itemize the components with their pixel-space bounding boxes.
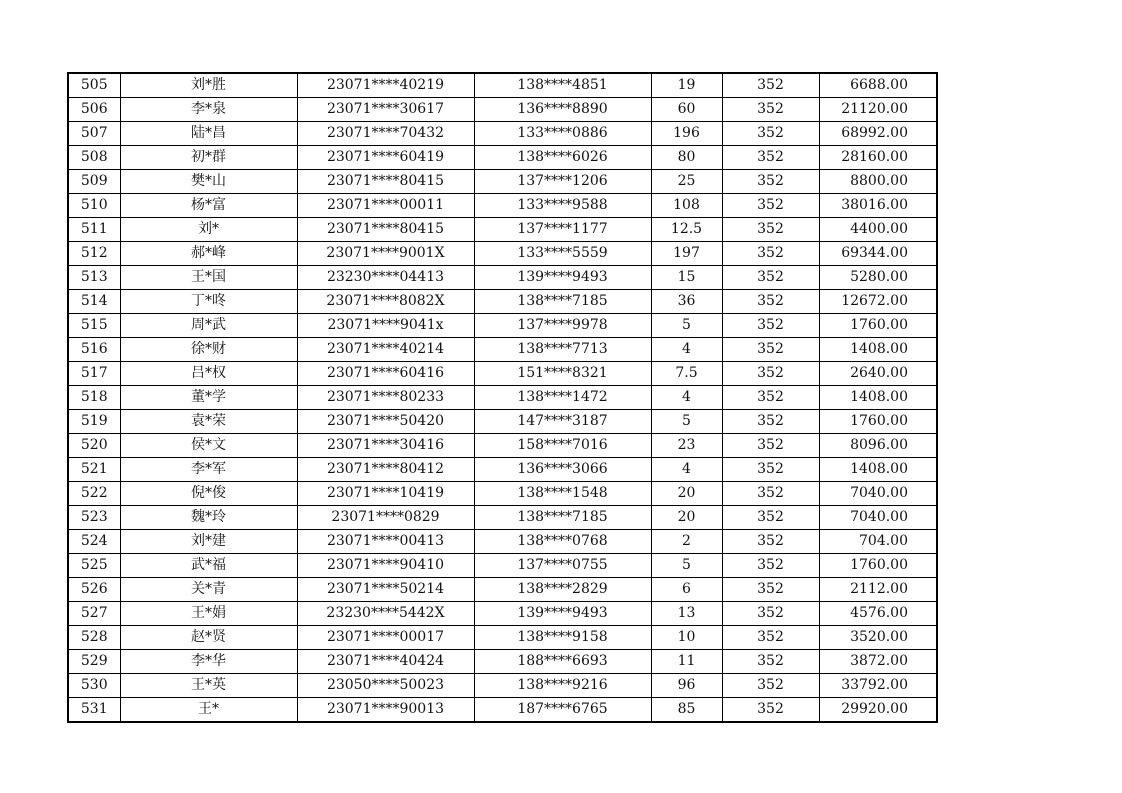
row-number-cell: 510: [68, 194, 120, 218]
name-cell: 刘*胜: [120, 73, 297, 98]
row-number-cell: 527: [68, 602, 120, 626]
amount-cell: 29920.00: [819, 698, 937, 723]
table-row: [68, 73, 937, 98]
row-number-cell: 525: [68, 554, 120, 578]
id-number-cell: 23071****90013: [297, 698, 474, 723]
id-number-cell: 23071****0829: [297, 506, 474, 530]
rate-cell: 352: [722, 458, 819, 482]
row-number-cell: 508: [68, 146, 120, 170]
quantity-cell: 197: [651, 242, 722, 266]
data-table: [67, 72, 938, 723]
row-number-cell: 531: [68, 698, 120, 723]
name-cell: 刘*: [120, 218, 297, 242]
quantity-cell: 15: [651, 266, 722, 290]
phone-cell: 138****9158: [474, 626, 651, 650]
phone-cell: 139****9493: [474, 602, 651, 626]
id-number-cell: 23071****00017: [297, 626, 474, 650]
rate-cell: 352: [722, 698, 819, 723]
rate-cell: 352: [722, 98, 819, 122]
table-row: [68, 554, 937, 578]
id-number-cell: 23071****40219: [297, 73, 474, 98]
name-cell: 董*学: [120, 386, 297, 410]
name-cell: 丁*咚: [120, 290, 297, 314]
row-number-cell: 509: [68, 170, 120, 194]
rate-cell: 352: [722, 146, 819, 170]
id-number-cell: 23071****9041x: [297, 314, 474, 338]
id-number-cell: 23071****70432: [297, 122, 474, 146]
rate-cell: 352: [722, 506, 819, 530]
phone-cell: 137****0755: [474, 554, 651, 578]
name-cell: 王*英: [120, 674, 297, 698]
id-number-cell: 23071****30617: [297, 98, 474, 122]
rate-cell: 352: [722, 290, 819, 314]
rate-cell: 352: [722, 266, 819, 290]
amount-cell: 4400.00: [819, 218, 937, 242]
id-number-cell: 23071****40424: [297, 650, 474, 674]
amount-cell: 5280.00: [819, 266, 937, 290]
amount-cell: 6688.00: [819, 73, 937, 98]
amount-cell: 8096.00: [819, 434, 937, 458]
amount-cell: 1408.00: [819, 458, 937, 482]
row-number-cell: 517: [68, 362, 120, 386]
name-cell: 初*群: [120, 146, 297, 170]
phone-cell: 138****7185: [474, 290, 651, 314]
quantity-cell: 6: [651, 578, 722, 602]
rate-cell: 352: [722, 386, 819, 410]
rate-cell: 352: [722, 650, 819, 674]
row-number-cell: 529: [68, 650, 120, 674]
phone-cell: 139****9493: [474, 266, 651, 290]
table-row: [68, 146, 937, 170]
amount-cell: 12672.00: [819, 290, 937, 314]
table-row: [68, 386, 937, 410]
table-row: [68, 626, 937, 650]
table-row: [68, 170, 937, 194]
id-number-cell: 23071****80415: [297, 218, 474, 242]
amount-cell: 1408.00: [819, 338, 937, 362]
rate-cell: 352: [722, 170, 819, 194]
rate-cell: 352: [722, 194, 819, 218]
phone-cell: 138****9216: [474, 674, 651, 698]
quantity-cell: 7.5: [651, 362, 722, 386]
table-row: [68, 314, 937, 338]
phone-cell: 136****3066: [474, 458, 651, 482]
row-number-cell: 512: [68, 242, 120, 266]
table-row: [68, 602, 937, 626]
amount-cell: 1760.00: [819, 314, 937, 338]
amount-cell: 28160.00: [819, 146, 937, 170]
table-row: [68, 578, 937, 602]
amount-cell: 4576.00: [819, 602, 937, 626]
phone-cell: 133****5559: [474, 242, 651, 266]
table-row: [68, 530, 937, 554]
name-cell: 郝*峰: [120, 242, 297, 266]
name-cell: 杨*富: [120, 194, 297, 218]
id-number-cell: 23071****80415: [297, 170, 474, 194]
quantity-cell: 12.5: [651, 218, 722, 242]
phone-cell: 138****2829: [474, 578, 651, 602]
phone-cell: 138****4851: [474, 73, 651, 98]
row-number-cell: 505: [68, 73, 120, 98]
rate-cell: 352: [722, 602, 819, 626]
name-cell: 王*娟: [120, 602, 297, 626]
phone-cell: 137****9978: [474, 314, 651, 338]
table-row: [68, 458, 937, 482]
amount-cell: 69344.00: [819, 242, 937, 266]
quantity-cell: 5: [651, 554, 722, 578]
rate-cell: 352: [722, 410, 819, 434]
amount-cell: 2640.00: [819, 362, 937, 386]
id-number-cell: 23071****60419: [297, 146, 474, 170]
id-number-cell: 23230****5442X: [297, 602, 474, 626]
table-row: [68, 98, 937, 122]
id-number-cell: 23050****50023: [297, 674, 474, 698]
phone-cell: 138****1548: [474, 482, 651, 506]
name-cell: 徐*财: [120, 338, 297, 362]
quantity-cell: 20: [651, 506, 722, 530]
name-cell: 王*: [120, 698, 297, 723]
row-number-cell: 515: [68, 314, 120, 338]
quantity-cell: 25: [651, 170, 722, 194]
quantity-cell: 2: [651, 530, 722, 554]
phone-cell: 137****1206: [474, 170, 651, 194]
name-cell: 李*军: [120, 458, 297, 482]
id-number-cell: 23071****00413: [297, 530, 474, 554]
quantity-cell: 13: [651, 602, 722, 626]
name-cell: 关*青: [120, 578, 297, 602]
rate-cell: 352: [722, 482, 819, 506]
name-cell: 陆*昌: [120, 122, 297, 146]
name-cell: 李*泉: [120, 98, 297, 122]
id-number-cell: 23230****04413: [297, 266, 474, 290]
amount-cell: 3872.00: [819, 650, 937, 674]
phone-cell: 137****1177: [474, 218, 651, 242]
amount-cell: 21120.00: [819, 98, 937, 122]
quantity-cell: 20: [651, 482, 722, 506]
phone-cell: 138****1472: [474, 386, 651, 410]
phone-cell: 138****7713: [474, 338, 651, 362]
quantity-cell: 60: [651, 98, 722, 122]
name-cell: 吕*权: [120, 362, 297, 386]
rate-cell: 352: [722, 122, 819, 146]
quantity-cell: 4: [651, 338, 722, 362]
amount-cell: 8800.00: [819, 170, 937, 194]
row-number-cell: 523: [68, 506, 120, 530]
phone-cell: 133****9588: [474, 194, 651, 218]
rate-cell: 352: [722, 218, 819, 242]
amount-cell: 68992.00: [819, 122, 937, 146]
id-number-cell: 23071****9001X: [297, 242, 474, 266]
rate-cell: 352: [722, 674, 819, 698]
table-row: [68, 194, 937, 218]
name-cell: 赵*贤: [120, 626, 297, 650]
phone-cell: 188****6693: [474, 650, 651, 674]
quantity-cell: 196: [651, 122, 722, 146]
rate-cell: 352: [722, 338, 819, 362]
amount-cell: 3520.00: [819, 626, 937, 650]
name-cell: 王*国: [120, 266, 297, 290]
row-number-cell: 522: [68, 482, 120, 506]
name-cell: 魏*玲: [120, 506, 297, 530]
row-number-cell: 518: [68, 386, 120, 410]
rate-cell: 352: [722, 314, 819, 338]
rate-cell: 352: [722, 242, 819, 266]
id-number-cell: 23071****80412: [297, 458, 474, 482]
row-number-cell: 519: [68, 410, 120, 434]
name-cell: 侯*文: [120, 434, 297, 458]
quantity-cell: 4: [651, 458, 722, 482]
table-row: [68, 362, 937, 386]
table-row: [68, 218, 937, 242]
phone-cell: 138****7185: [474, 506, 651, 530]
quantity-cell: 85: [651, 698, 722, 723]
rate-cell: 352: [722, 530, 819, 554]
phone-cell: 133****0886: [474, 122, 651, 146]
quantity-cell: 11: [651, 650, 722, 674]
quantity-cell: 10: [651, 626, 722, 650]
table-row: [68, 650, 937, 674]
row-number-cell: 507: [68, 122, 120, 146]
row-number-cell: 528: [68, 626, 120, 650]
amount-cell: 1408.00: [819, 386, 937, 410]
row-number-cell: 524: [68, 530, 120, 554]
id-number-cell: 23071****80233: [297, 386, 474, 410]
phone-cell: 158****7016: [474, 434, 651, 458]
table-row: [68, 434, 937, 458]
table-row: [68, 698, 937, 723]
quantity-cell: 80: [651, 146, 722, 170]
quantity-cell: 5: [651, 314, 722, 338]
amount-cell: 38016.00: [819, 194, 937, 218]
amount-cell: 1760.00: [819, 410, 937, 434]
id-number-cell: 23071****90410: [297, 554, 474, 578]
table-row: [68, 290, 937, 314]
id-number-cell: 23071****00011: [297, 194, 474, 218]
rate-cell: 352: [722, 626, 819, 650]
table-row: [68, 674, 937, 698]
amount-cell: 33792.00: [819, 674, 937, 698]
id-number-cell: 23071****50214: [297, 578, 474, 602]
quantity-cell: 108: [651, 194, 722, 218]
quantity-cell: 36: [651, 290, 722, 314]
rate-cell: 352: [722, 73, 819, 98]
table-row: [68, 506, 937, 530]
row-number-cell: 506: [68, 98, 120, 122]
phone-cell: 187****6765: [474, 698, 651, 723]
row-number-cell: 526: [68, 578, 120, 602]
amount-cell: 704.00: [819, 530, 937, 554]
rate-cell: 352: [722, 434, 819, 458]
quantity-cell: 19: [651, 73, 722, 98]
name-cell: 武*福: [120, 554, 297, 578]
phone-cell: 147****3187: [474, 410, 651, 434]
amount-cell: 2112.00: [819, 578, 937, 602]
table-row: [68, 410, 937, 434]
row-number-cell: 514: [68, 290, 120, 314]
phone-cell: 138****0768: [474, 530, 651, 554]
table-row: [68, 266, 937, 290]
row-number-cell: 513: [68, 266, 120, 290]
name-cell: 刘*建: [120, 530, 297, 554]
phone-cell: 136****8890: [474, 98, 651, 122]
name-cell: 袁*荣: [120, 410, 297, 434]
id-number-cell: 23071****40214: [297, 338, 474, 362]
row-number-cell: 521: [68, 458, 120, 482]
name-cell: 倪*俊: [120, 482, 297, 506]
amount-cell: 7040.00: [819, 482, 937, 506]
row-number-cell: 520: [68, 434, 120, 458]
id-number-cell: 23071****8082X: [297, 290, 474, 314]
name-cell: 樊*山: [120, 170, 297, 194]
rate-cell: 352: [722, 578, 819, 602]
quantity-cell: 96: [651, 674, 722, 698]
row-number-cell: 530: [68, 674, 120, 698]
amount-cell: 1760.00: [819, 554, 937, 578]
quantity-cell: 23: [651, 434, 722, 458]
table-row: [68, 482, 937, 506]
table-row: [68, 242, 937, 266]
rate-cell: 352: [722, 554, 819, 578]
name-cell: 李*华: [120, 650, 297, 674]
row-number-cell: 516: [68, 338, 120, 362]
id-number-cell: 23071****50420: [297, 410, 474, 434]
rate-cell: 352: [722, 362, 819, 386]
id-number-cell: 23071****60416: [297, 362, 474, 386]
amount-cell: 7040.00: [819, 506, 937, 530]
table-body: [68, 73, 937, 722]
id-number-cell: 23071****10419: [297, 482, 474, 506]
quantity-cell: 5: [651, 410, 722, 434]
table-row: [68, 122, 937, 146]
name-cell: 周*武: [120, 314, 297, 338]
row-number-cell: 511: [68, 218, 120, 242]
phone-cell: 151****8321: [474, 362, 651, 386]
table-row: [68, 338, 937, 362]
phone-cell: 138****6026: [474, 146, 651, 170]
id-number-cell: 23071****30416: [297, 434, 474, 458]
quantity-cell: 4: [651, 386, 722, 410]
